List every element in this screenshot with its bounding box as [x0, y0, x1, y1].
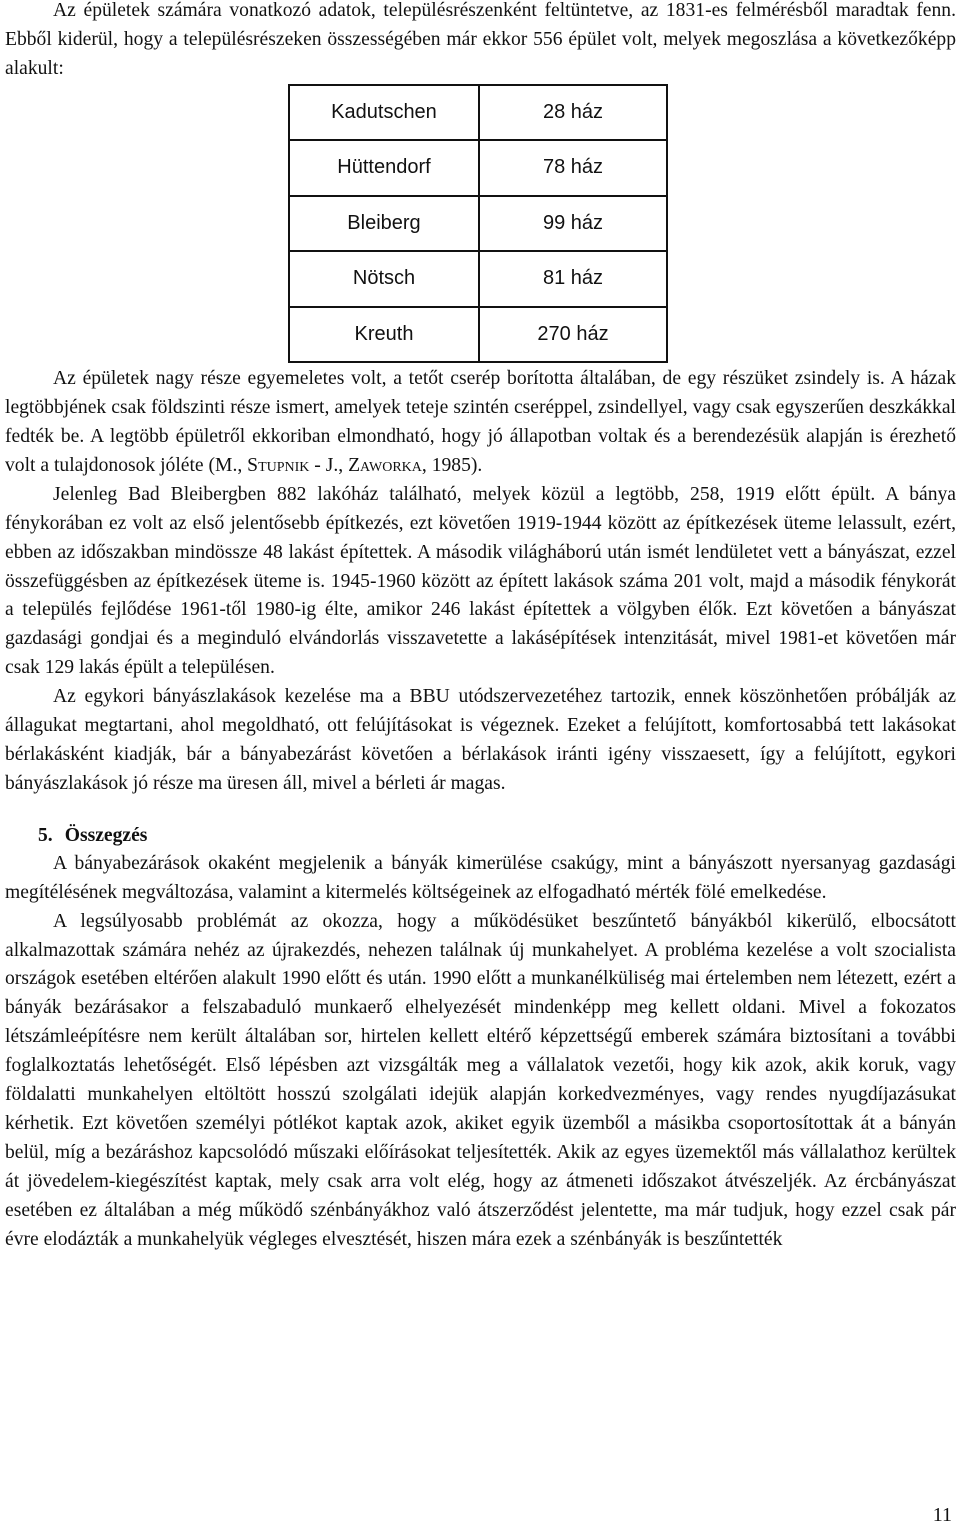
place-cell: Kadutschen: [289, 85, 479, 141]
intro-paragraph: Az épületek számára vonatkozó adatok, településrészenként feltüntetve, az 1831-es felmérésből maradtak fenn. Ebből kiderül, hogy a településrészeken összességében már ekkor 556 épület volt, melyek megoszlása a következőképp alakult:: [5, 0, 956, 79]
houses-table: [288, 84, 668, 364]
table-row: [289, 85, 667, 141]
count-cell: 270 ház: [479, 307, 667, 363]
table-row: [289, 196, 667, 252]
count-cell: 28 ház: [479, 85, 667, 141]
citation-separator: - J.,: [309, 454, 349, 476]
count-cell: 81 ház: [479, 251, 667, 307]
citation-author-1: Stupnik: [247, 454, 310, 476]
current-housing-paragraph: Jelenleg Bad Bleibergben 882 lakóház található, melyek közül a legtöbb, 258, 1919 előtt épült. A bánya fénykorában ez volt az első jelentősebb építkezés, ezt követően 1919-1944 között az építkezések üteme lelassult, ezért, ebben az időszakban mindössze 48 lakást építettek. A második világháború után ismét lendületet vett a bányászat, ezzel összefüggésben az építkezések üteme is. 1945-1960 között az épített lakások száma 201 volt, majd a második fénykorát a település fejlődése 1961-től 1980-ig élte, amikor 246 lakást építettek a völgyben élők. Ezt követően a bányászat gazdasági gondjai és a meginduló elvándorlás visszavetette a lakásépítések intenzitását, mivel 1981-et követően már csak 129 lakás épült a településen.: [5, 483, 956, 679]
place-cell: Hüttendorf: [289, 140, 479, 196]
buildings-text: Az épületek nagy része egyemeletes volt, a tetőt cserép borította általában, de egy részüket zsindely is. A házak legtöbbjének csak földszinti része ismert, amelyek teteje szintén cseréppel, zsindellyel, vagy csak egyszerűen deszkákkal fedték be. A legtöbb épületről ekkoriban elmondható, hogy jó állapotban voltak és a berendezésük alapján is érezhető volt a tulajdonosok jóléte (M.,: [5, 368, 956, 476]
table-row: [289, 307, 667, 363]
section-heading: [38, 822, 956, 850]
buildings-paragraph: [5, 365, 956, 481]
place-cell: Nötsch: [289, 251, 479, 307]
table-row: [289, 140, 667, 196]
count-cell: 99 ház: [479, 196, 667, 252]
section-number: 5.: [38, 824, 53, 846]
citation-author-2: Zaworka: [348, 454, 422, 476]
place-cell: Bleiberg: [289, 196, 479, 252]
page-number: 11: [932, 1504, 952, 1526]
document-page: [5, 0, 956, 1255]
place-cell: Kreuth: [289, 307, 479, 363]
summary-paragraph-2: A legsúlyosabb problémát az okozza, hogy a működésüket beszűntető bányákból kikerülő, elbocsátott alkalmazottak számára nehéz az újrakezdés, nehezen találnak új munkahelyet. A probléma kezelése a volt szocialista országok esetében eltérően alakult 1990 előtt és után. 1990 előtt a munkanélküliség mai értelemben nem létezett, ezért a bányák bezárásakor a felszabaduló munkaerő elhelyezését mindenképp meg kellett oldani. Mivel a fokozatos létszámleépítésre nem került általában sor, hirtelen kellett eltérő képzettségű emberek számára biztosítani a további foglalkoztatás lehetőségét. Első lépésben azt vizsgálták meg a vállalatok vezetői, hogy kik azok, akik koruk, vagy földalatti munkahelyen eltöltött hosszú szolgálati idejük alapján korkedvezményes, vagy rendes nyugdíjazásukat kérhetik. Ezt követően személyi pótlékot kaptak azok, akiket egyik üzemből a másikba csoportosítottak át a bányán belül, míg a bezáráshoz kapcsolódó műszaki előírásokat teljesítették. Akik az egyes üzemektől más vállalathoz kerültek át jövedelem-kiegészítést kaptak, mely csak arra volt elég, hogy az átmeneti időszakot átvészeljék. Az ércbányászat esetében ez általában a még működő szénbányákhoz való átszerződést jelentette, ma már tudjuk, hogy ezzel csak pár évre elodázták a munkahelyük végleges elvesztését, hiszen mára ezek a szénbányák is beszűntették: [5, 910, 956, 1250]
count-cell: 78 ház: [479, 140, 667, 196]
bbu-paragraph: Az egykori bányászlakások kezelése ma a BBU utódszervezetéhez tartozik, ennek köszönhetően próbálják az állagukat megtartani, ahol megoldható, ott felújításokat is végeznek. Ezeket a felújított, komfortosabbá tett lakásokat bérlakásként kiadják, bár a bányabezárást követően a bérlakások iránti igény visszaesett, így a felújított, egykori bányászlakások jó része ma üresen áll, mivel a bérleti ár magas.: [5, 686, 956, 794]
citation-tail: , 1985).: [421, 454, 483, 476]
summary-paragraph-1: A bányabezárások okaként megjelenik a bányák kimerülése csakúgy, mint a bányászott nyersanyag gazdasági megítélésének megváltozása, valamint a kitermelés költségeinek az elfogadható mérték fölé emelkedése.: [5, 852, 956, 903]
table-row: [289, 251, 667, 307]
section-title: Összegzés: [64, 824, 148, 846]
